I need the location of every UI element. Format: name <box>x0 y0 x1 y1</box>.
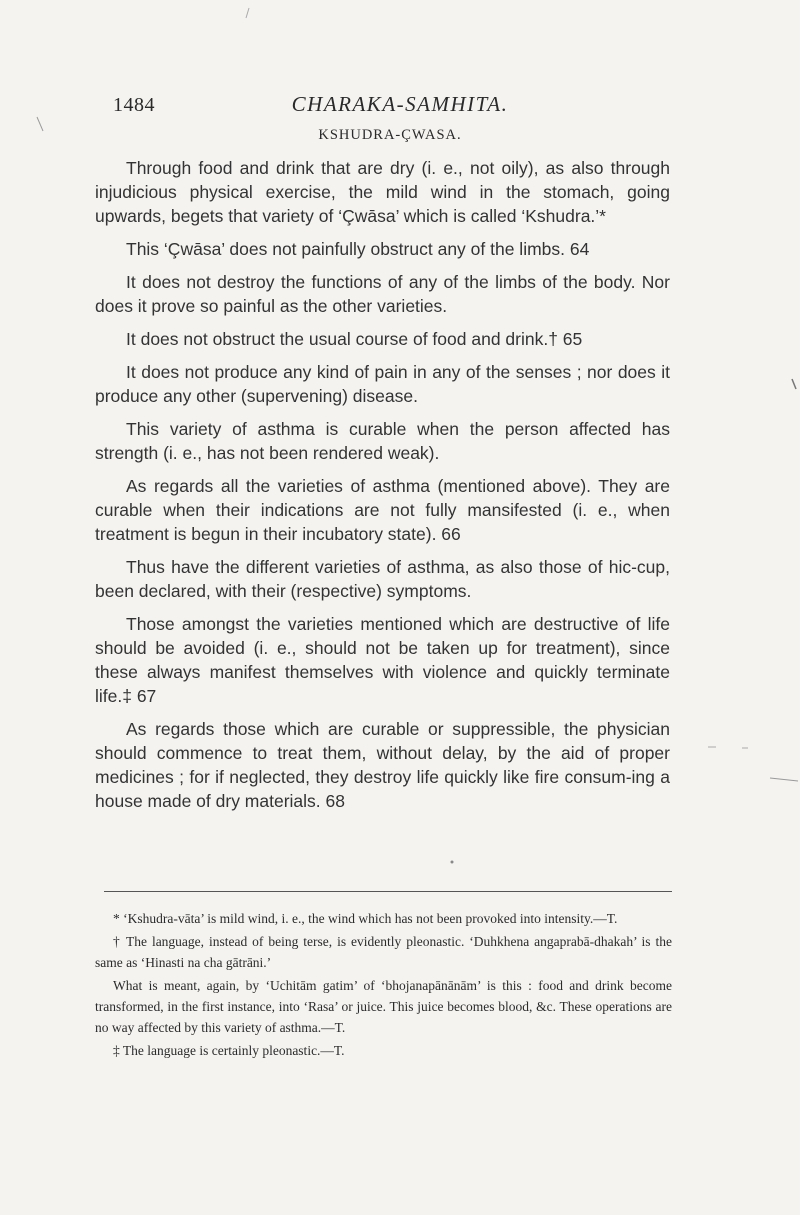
paper-speck <box>451 861 454 864</box>
paragraph: This variety of asthma is curable when the person affected has strength (i. e., has not been rendered weak). <box>95 419 670 463</box>
page-number: 1484 <box>113 94 155 116</box>
running-title: CHARAKA-SAMHITA. <box>291 92 509 116</box>
footnote: ‡ The language is certainly pleonastic.—T. <box>113 1043 345 1058</box>
footnote: * ‘Kshudra-vāta’ is mild wind, i. e., the wind which has not been provoked into intensity.—T. <box>113 911 618 926</box>
footnote: † The language, instead of being terse, is evidently pleonastic. ‘Duhkhena angaprabā-dhakah’ is the same as ‘Hinasti na cha gātrāni.’ <box>95 934 672 970</box>
paragraph: Through food and drink that are dry (i. e., not oily), as also through injudicious physical exercise, the mild wind in the stomach, going upwards, begets that variety of ‘Çwāsa’ which is called ‘Kshudra.’* <box>95 158 670 226</box>
paragraph: This ‘Çwāsa’ does not painfully obstruct any of the limbs. 64 <box>126 239 590 259</box>
paper-speck <box>792 379 796 389</box>
paragraph: It does not produce any kind of pain in any of the senses ; nor does it produce any other (supervening) disease. <box>95 362 670 406</box>
paragraph: It does not destroy the functions of any of the limbs of the body. Nor does it prove so painful as the other varieties. <box>95 272 670 316</box>
paragraph: Those amongst the varieties mentioned which are destructive of life should be avoided (i. e., should not be taken up for treatment), since these always manifest themselves with violence and quickly terminate life.‡ 67 <box>95 614 670 706</box>
paragraph: Thus have the different varieties of asthma, as also those of hic-cup, been declared, with their (respective) symptoms. <box>95 557 670 601</box>
paper-speck <box>770 778 798 781</box>
footnote: What is meant, again, by ‘Uchitām gatim’ of ‘bhojanapānānām’ is this : food and drink become transformed, in the first instance, into ‘Rasa’ or juice. This juice becomes blood, &c. These operations are no way affected by this variety of asthma.—T. <box>95 978 672 1035</box>
paragraph: It does not obstruct the usual course of food and drink.† 65 <box>126 329 583 349</box>
section-title: KSHUDRA-ÇWASA. <box>318 127 462 143</box>
paragraph: As regards all the varieties of asthma (mentioned above). They are curable when their indications are not fully mansifested (i. e., when treatment is begun in their incubatory state). 66 <box>95 476 670 544</box>
paper-speck <box>246 8 249 18</box>
paper-speck <box>37 117 43 131</box>
paragraph: As regards those which are curable or suppressible, the physician should commence to treat them, without delay, by the aid of proper medicines ; for if neglected, they destroy life quickly like fire consum-ing a house made of dry materials. 68 <box>95 719 670 811</box>
